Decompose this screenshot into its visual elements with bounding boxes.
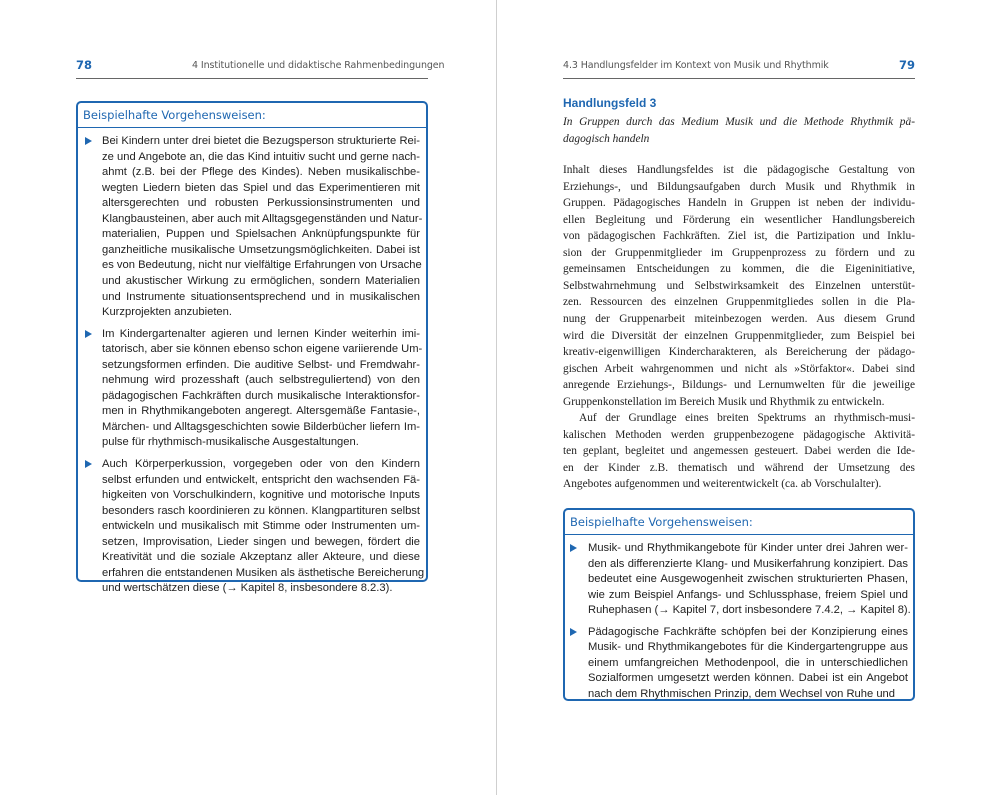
body-line: gemeinsamen Entscheidungen zu kommen, die die Eigeninitiative,: [563, 263, 915, 276]
body-line: kalischen Methoden werden gruppenbezogene pädagogische Aktivitä-: [563, 428, 915, 441]
list-item-line: tatorisch, aber sie können ebenso schon eigene variierende Um-: [102, 343, 423, 356]
section-heading: Handlungsfeld 3: [563, 96, 657, 110]
list-item-line: Bei Kindern unter drei bietet die Bezugsperson strukturierte Rei-: [102, 135, 420, 147]
left-header-rule: [76, 78, 428, 79]
list-bullet-arrow-icon: [570, 628, 577, 636]
right-header-rule: [563, 78, 915, 79]
list-item-line: den als differenzierte Klang- und Musikerfahrung konzipiert. Das: [588, 557, 908, 570]
list-item-line: Musik- und Rhythmikangebotes für die Kindergartengruppe aus: [588, 641, 908, 654]
left-running-header: 4 Institutionelle und didaktische Rahmenbedingungen: [192, 60, 445, 71]
list-bullet-arrow-icon: [570, 544, 577, 552]
list-item-line: pädagogischen Fachkräften durch musikalische Interaktionsfor-: [102, 389, 420, 402]
body-line: Selbstwahrnehmung und Selbstwirksamkeit des Einzelnen unterstüt-: [563, 279, 915, 292]
body-line: zen. Ressourcen des einzelnen Gruppenmitgliedes sollen in die Pla-: [563, 296, 915, 309]
body-line: kreativ-eigenwilligen Kindercharakteren, als Bereicherung der pädago-: [563, 346, 915, 359]
list-item-line: Märchen- und Alltagsgeschichten sowie Bilderbücher liefern Im-: [102, 420, 420, 433]
list-item-line: ahmt (z.B. bei der Pflege des Kindes). Neben musikalischbe-: [102, 166, 420, 179]
subtitle-line: dagogisch handeln: [563, 132, 650, 145]
list-item-line: nach dem Rhythmischen Prinzip, dem Wechsel von Ruhe und: [588, 687, 895, 700]
list-item-line: ze und Angebote an, die das Kind intuitiv sucht und gerne nach-: [102, 150, 420, 163]
list-item-line: entwickeln und musikalisch mit Stimme oder Instrumenten um-: [102, 520, 420, 533]
page-gutter-divider: [496, 0, 497, 795]
list-item-line: einem umfangreichen Methodenpool, die in unterschiedlichen: [588, 656, 908, 669]
list-item-line: ganzheitliche musikalische Umsetzungsmöglichkeiten. Dabei ist: [102, 243, 420, 256]
list-item-line: setzen, Improvisation, Lieder singen und bewegen, fördert die: [102, 535, 420, 548]
left-page-number: 78: [76, 58, 93, 72]
left-box-title: Beispielhafte Vorgehensweisen:: [83, 108, 266, 122]
body-line: Angebotes aufgenommen und weiterentwickelt (ca. ab Vorschulalter).: [563, 478, 882, 491]
list-item-line: higkeiten von Vorschulkindern, kognitive und motorische Inputs: [102, 489, 420, 502]
body-line: ellen Begleitung und Förderung ein wesentlicher Handlungsbereich: [563, 213, 915, 226]
body-line: ten geplant, begleitet und angemessen gesteuert. Dabei werden die Ide-: [563, 445, 915, 458]
body-line: en der Kinder z.B. thematisch und während der Umsetzung des: [563, 461, 915, 474]
list-item-line: wegten Liedern bieten das Spiel und das Experimentieren mit: [102, 181, 420, 194]
list-bullet-arrow-icon: [85, 137, 92, 145]
list-item-line: nehmung wird prozesshaft (auch selbstreguliertend) von den: [102, 374, 420, 387]
list-item-line: materialien, Puppen und Spielsachen Anknüpfungspunkte für: [102, 228, 420, 241]
list-bullet-arrow-icon: [85, 330, 92, 338]
right-box-title-rule: [565, 534, 913, 535]
list-item-line: und wertschätzen diese (→ Kapitel 8, insbesondere 8.2.3).: [102, 582, 393, 595]
body-line: Erziehungs-, und Bildungsaufgaben durch Musik und Rhythmik in: [563, 180, 915, 193]
right-box-title: Beispielhafte Vorgehensweisen:: [570, 515, 753, 529]
list-item-line: Pädagogische Fachkräfte schöpfen bei der Konzipierung eines: [588, 625, 908, 638]
list-item-line: Sozialformen umgesetzt werden können. Dabei ist ein Angebot: [588, 672, 908, 685]
body-line: anregende Erziehungs-, Bildungs- und Lernumwelten für die jeweilige: [563, 379, 915, 392]
left-box-title-rule: [78, 127, 426, 128]
list-bullet-arrow-icon: [85, 460, 92, 468]
list-item-line: men in Rhythmikangeboten angeregt. Altersgemäße Fantasie-,: [102, 405, 420, 418]
body-line: sion der Gruppenmitglieder im Gruppenprozess zu fördern und zu: [563, 246, 915, 259]
list-item-line: bedeutet eine Ausgewogenheit zwischen strukturierten Phasen,: [588, 573, 908, 586]
list-item-line: und akustischer Wirkung zu ermöglichen, sondern Materialien: [102, 274, 420, 287]
subtitle-line: In Gruppen durch das Medium Musik und die Methode Rhythmik pä-: [563, 116, 915, 128]
list-item-line: wie zum Beispiel Anfangs- und Schlussphase, freiem Spiel und: [588, 588, 908, 601]
list-item-line: Ruhephasen (→ Kapitel 7, dort insbesondere 7.4.2, → Kapitel 8).: [588, 604, 911, 617]
body-line: nung der Gruppenarbeit miteinbezogen werden. Aus diesem Grund: [563, 312, 915, 325]
list-item-line: Kurzprojekten anzubieten.: [102, 306, 232, 319]
list-item-line: und Instrumente situationsentsprechend und in musikalischen: [102, 290, 420, 303]
list-item-line: Klangbausteinen, aber auch mit Alltagsgegenständen und Natur-: [102, 212, 423, 225]
body-line: Auf der Grundlage eines breiten Spektrums an rhythmisch-musi-: [579, 412, 915, 424]
list-item-line: es von Bedeutung, nicht nur vielfältige Erfahrungen von Ursache: [102, 259, 422, 272]
list-item-line: Auch Körperperkussion, vorgegeben oder von den Kindern: [102, 458, 420, 470]
list-item-line: selbst erfunden und entwickelt, entspricht den wachsenden Fä-: [102, 473, 420, 486]
body-line: Gruppenkonstellation im Bereich Musik und Rhythmik zu entwickeln.: [563, 395, 885, 408]
list-item-line: Im Kindergartenalter agieren und lernen Kinder weiterhin imi-: [102, 327, 420, 340]
list-item-line: altersgerechten und robusten Perkussionsinstrumenten und: [102, 197, 420, 210]
list-item-line: Kreativität und die soziale Akzeptanz aller Akteure, und diese: [102, 551, 420, 564]
body-line: gischen Arbeit wahrgenommen und nicht als »Störfaktor«. Dabei sind: [563, 362, 915, 375]
list-item-line: erfahren die entstandenen Musiken als ästhetische Bereicherung: [102, 566, 425, 579]
list-item-line: besonders rasch koordinieren zu können. Klangpartituren selbst: [102, 504, 420, 517]
body-line: Inhalt dieses Handlungsfeldes ist die pädagogische Gestaltung von: [563, 164, 915, 176]
list-item-line: pulse für rhythmisch-musikalische Ausgestaltungen.: [102, 436, 359, 449]
list-item-line: setzungsformen erfinden. Die auditive Selbst- und Fremdwahr-: [102, 358, 420, 371]
right-page-number: 79: [899, 58, 916, 72]
body-line: Gruppen. Pädagogisches Handeln in Gruppen ist neben der individu-: [563, 197, 915, 210]
right-running-header: 4.3 Handlungsfelder im Kontext von Musik und Rhythmik: [563, 60, 829, 71]
body-line: von pädagogischen Fachkräften. Ziel ist, die Partizipation und Inklu-: [563, 230, 915, 243]
body-line: wird die Diversität der einzelnen Gruppenmitglieder, zum Beispiel bei: [563, 329, 915, 342]
list-item-line: Musik- und Rhythmikangebote für Kinder unter drei Jahren wer-: [588, 542, 908, 554]
